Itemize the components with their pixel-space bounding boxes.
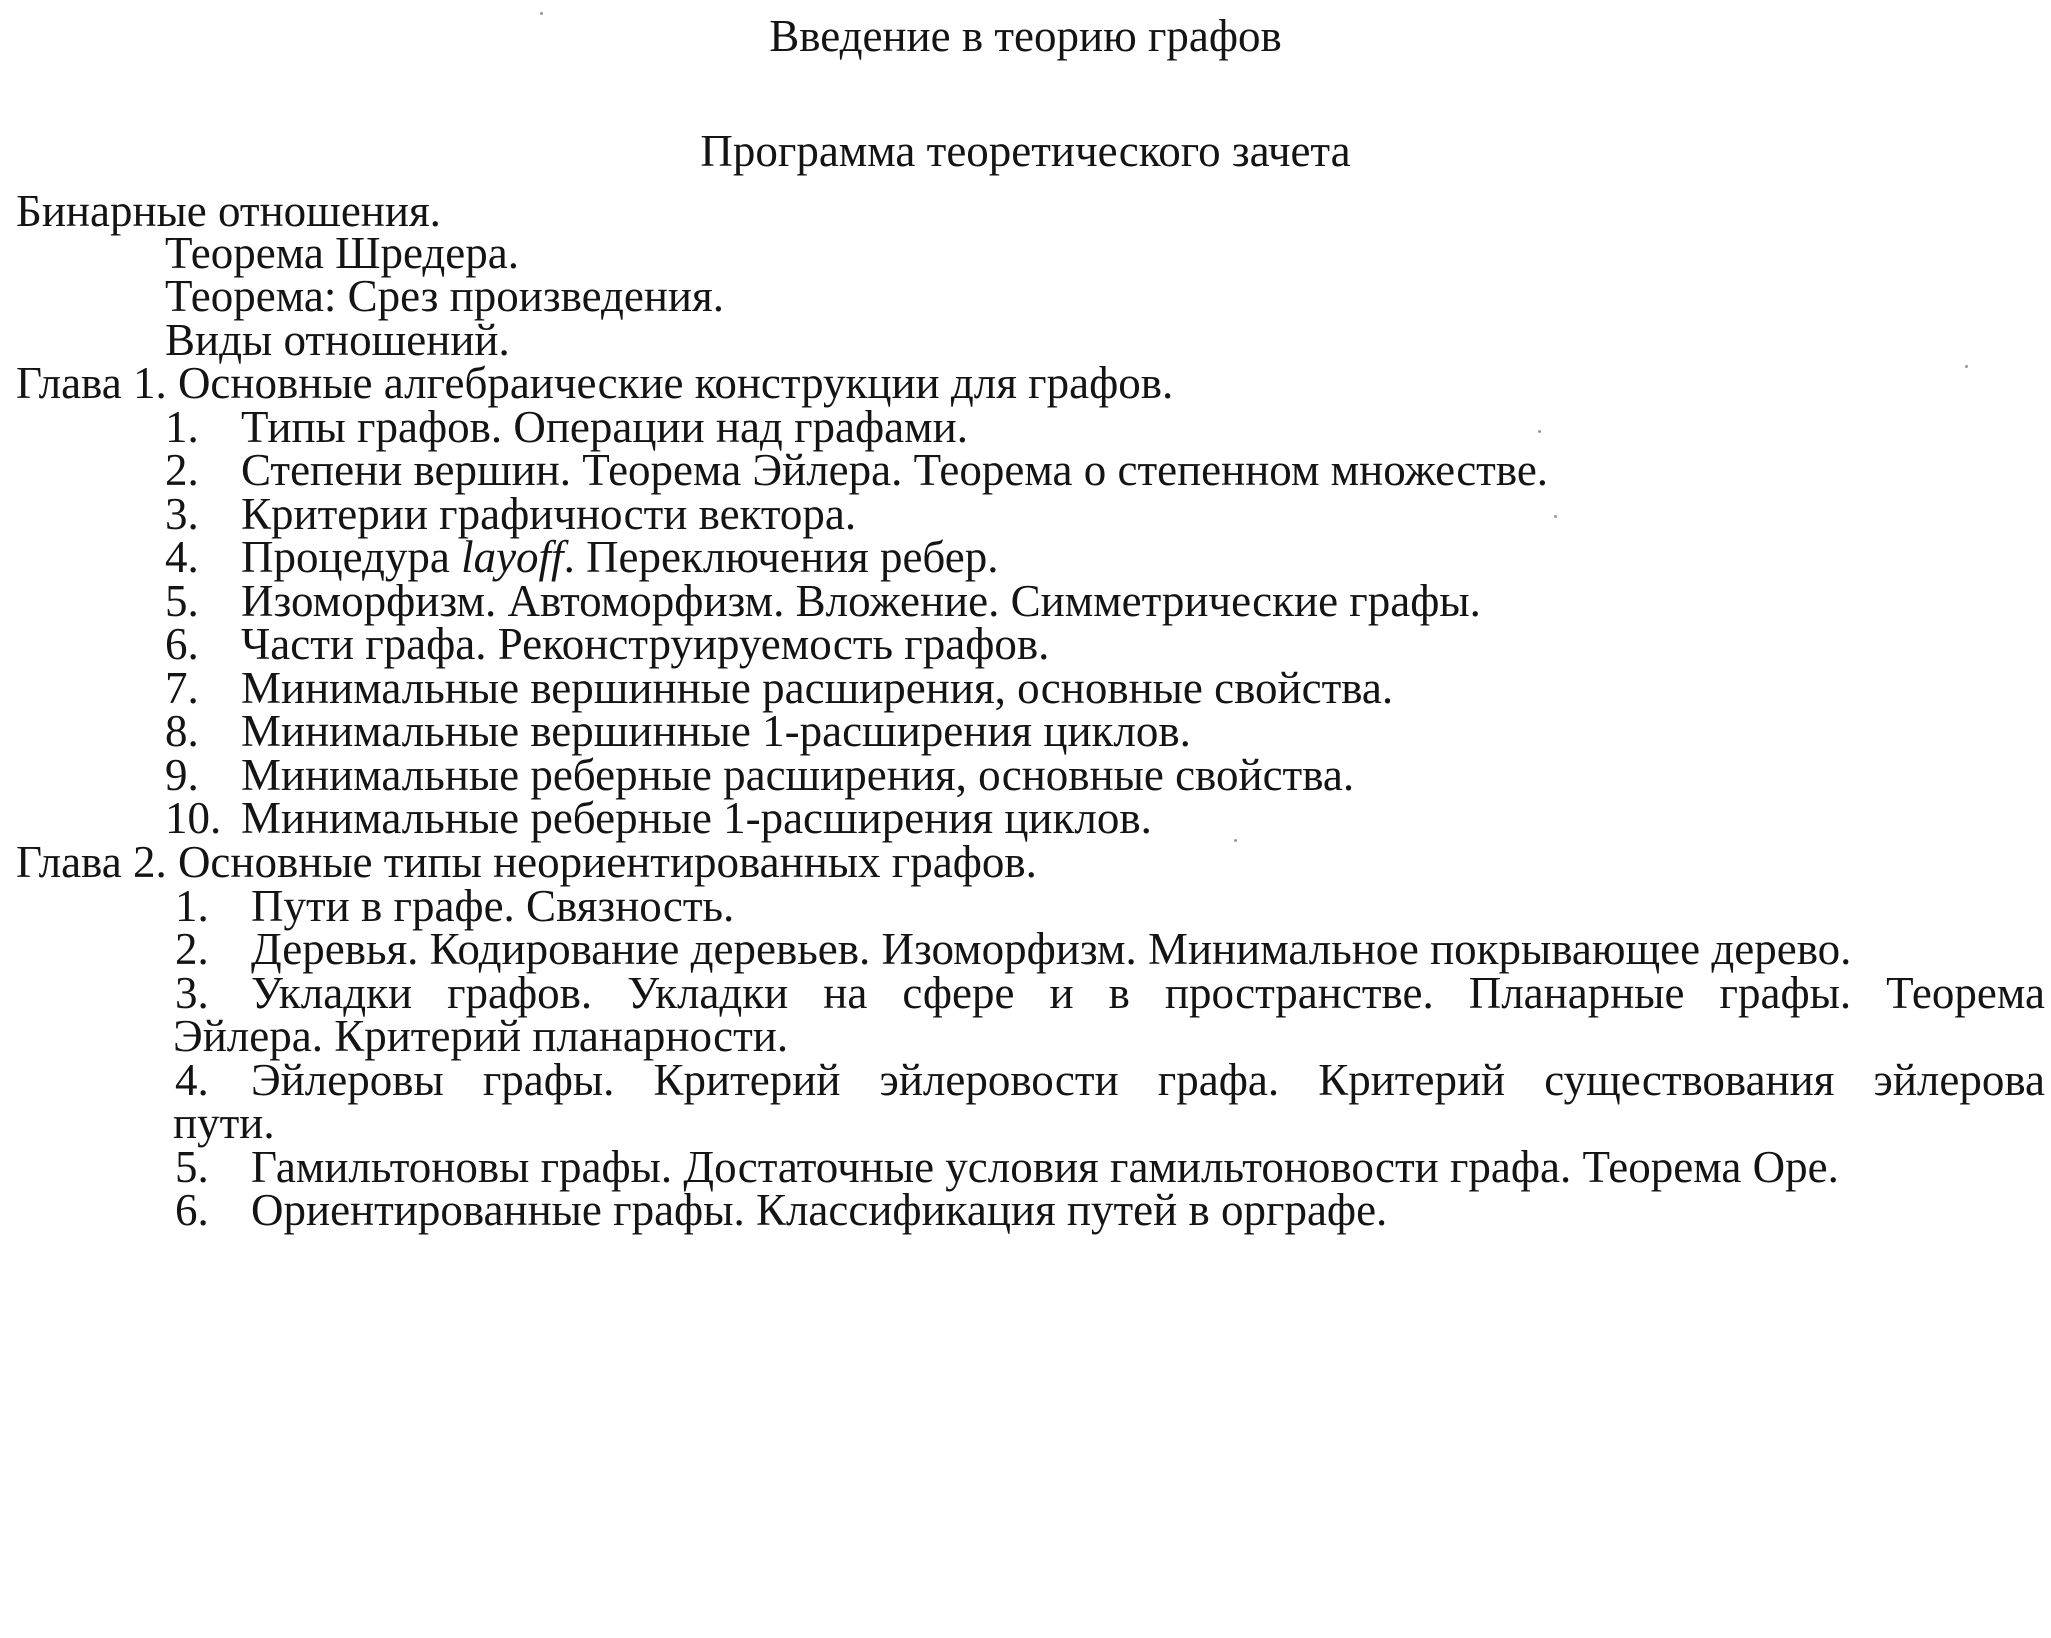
- item-text: Критерии графичности вектора.: [241, 489, 857, 539]
- chapter2-item-continuation: пути.: [173, 1098, 275, 1148]
- item-text: Минимальные реберные расширения, основные свойства.: [241, 750, 1355, 800]
- item-number: 8.: [165, 706, 199, 756]
- item-number: 4.: [165, 532, 199, 582]
- item-text-italic: layoff: [461, 532, 564, 582]
- item-number: 1.: [165, 402, 199, 452]
- item-number: 1.: [175, 881, 209, 931]
- scan-speck: [540, 12, 543, 15]
- item-text-post: . Переключения ребер.: [563, 532, 999, 582]
- binary-item: Теорема: Срез произведения.: [165, 271, 724, 321]
- item-text: Части графа. Реконструируемость графов.: [241, 619, 1050, 669]
- item-text-pre: Процедура: [241, 532, 462, 582]
- item-text: Гамильтоновы графы. Достаточные условия гамильтоновости графа. Теорема Оре.: [251, 1142, 1839, 1192]
- chapter2-heading: Глава 2. Основные типы неориентированных графов.: [16, 837, 1037, 887]
- item-number: 2.: [175, 924, 209, 974]
- item-text: Степени вершин. Теорема Эйлера. Теорема о степенном множестве.: [241, 445, 1549, 495]
- item-number: 3.: [175, 968, 209, 1018]
- chapter2-item: [175, 1182, 1387, 1238]
- chapter1-heading: Глава 1. Основные алгебраические конструкции для графов.: [16, 358, 1174, 408]
- scan-speck: [1538, 430, 1541, 433]
- scan-speck: [1965, 365, 1968, 368]
- item-number: 3.: [165, 489, 199, 539]
- item-number: 6.: [165, 619, 199, 669]
- item-text: Типы графов. Операции над графами.: [241, 402, 968, 452]
- item-number: 6.: [175, 1185, 209, 1235]
- scan-speck: [1554, 515, 1557, 518]
- document-title: Введение в теорию графов: [769, 11, 1282, 61]
- chapter2-item: [175, 1052, 2045, 1108]
- item-text: Деревья. Кодирование деревьев. Изоморфизм. Минимальное покрывающее дерево.: [251, 924, 1852, 974]
- scan-speck: [1234, 839, 1237, 842]
- document-subtitle: Программа теоретического зачета: [700, 126, 1351, 176]
- item-number: 10.: [165, 793, 222, 843]
- item-text: Минимальные вершинные 1-расширения циклов.: [241, 706, 1191, 756]
- item-number: 4.: [175, 1055, 209, 1105]
- item-text: Эйлеровы графы. Критерий эйлеровости графа. Критерий существования эйлерова: [251, 1055, 2045, 1105]
- item-text: Минимальные вершинные расширения, основные свойства.: [241, 663, 1394, 713]
- item-text: Ориентированные графы. Классификация путей в орграфе.: [251, 1185, 1388, 1235]
- section-heading-binary: Бинарные отношения.: [16, 186, 441, 236]
- item-text: Изоморфизм. Автоморфизм. Вложение. Симметрические графы.: [241, 576, 1481, 626]
- item-number: 2.: [165, 445, 199, 495]
- item-number: 9.: [165, 750, 199, 800]
- binary-item: Теорема Шредера.: [165, 228, 519, 278]
- item-text: Минимальные реберные 1-расширения циклов.: [241, 793, 1152, 843]
- item-number: 5.: [175, 1142, 209, 1192]
- binary-item: Виды отношений.: [165, 315, 510, 365]
- item-number: 7.: [165, 663, 199, 713]
- item-text: Пути в графе. Связность.: [251, 881, 735, 931]
- item-number: 5.: [165, 576, 199, 626]
- chapter2-item-continuation: Эйлера. Критерий планарности.: [173, 1011, 789, 1061]
- item-text: Укладки графов. Укладки на сфере и в пространстве. Планарные графы. Теорема: [251, 968, 2045, 1018]
